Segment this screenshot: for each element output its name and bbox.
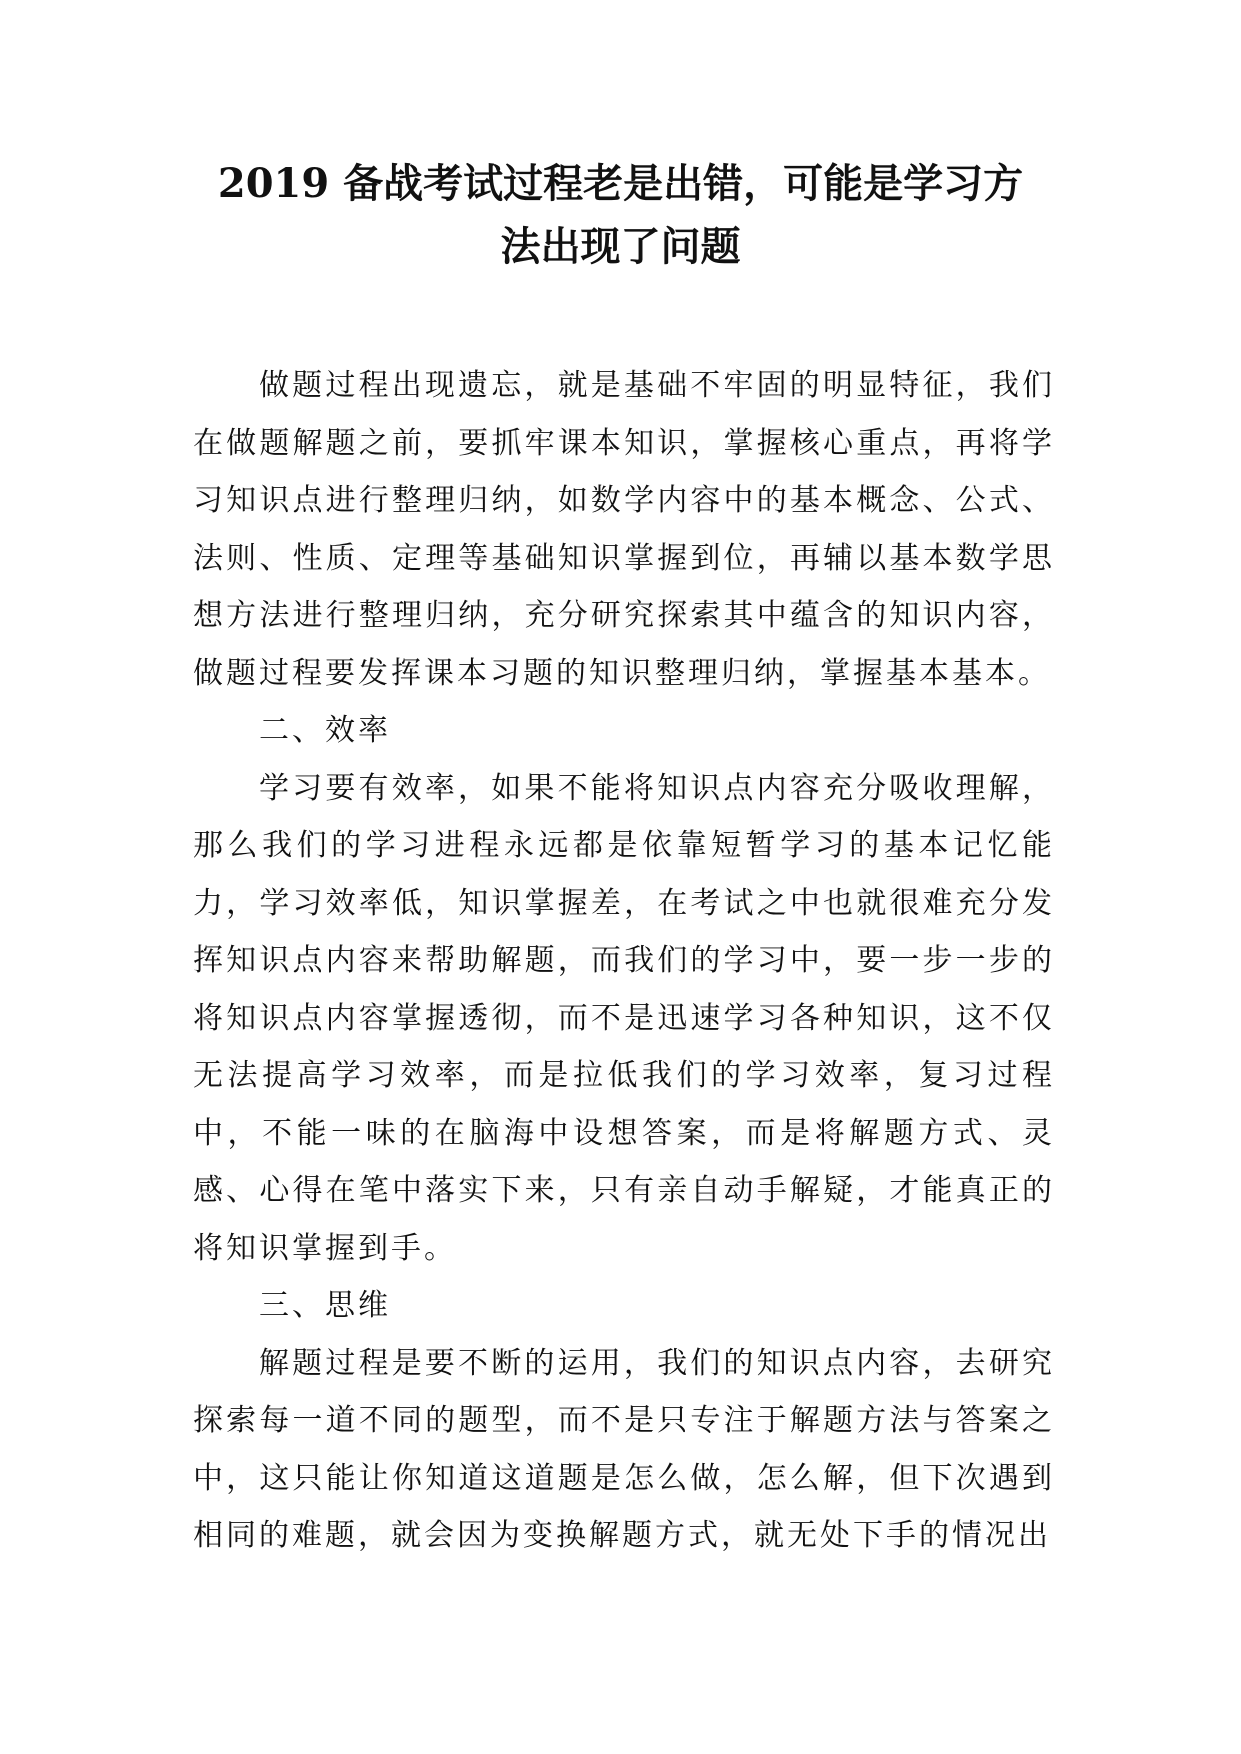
paragraph-foundation: 做题过程出现遗忘，就是基础不牢固的明显特征，我们在做题解题之前，要抓牢课本知识，掌握核心重点，再将学习知识点进行整理归纳，如数学内容中的基本概念、公式、法则、性质、定理等基础知识掌握到位，再辅以基本数学思想方法进行整理归纳，充分研究探索其中蕴含的知识内容，做题过程要发挥课本习题的知识整理归纳，掌握基本基本。 xyxy=(193,368,1055,691)
document-body xyxy=(193,357,1055,1565)
document-title xyxy=(150,152,1091,278)
paragraph-thinking: 解题过程是要不断的运用，我们的知识点内容，去研究探索每一道不同的题型，而不是只专注于解题方法与答案之中，这只能让你知道这道题是怎么做，怎么解，但下次遇到相同的难题，就会因为变换解题方式，就无处下手的情况出 xyxy=(193,1345,1055,1553)
title-line-2: 法出现了问题 xyxy=(500,223,741,270)
section-heading-efficiency: 二、效率 xyxy=(259,713,391,748)
title-line-1: 2019 备战考试过程老是出错，可能是学习方 xyxy=(217,160,1024,207)
paragraph-efficiency: 学习要有效率，如果不能将知识点内容充分吸收理解，那么我们的学习进程永远都是依靠短暂学习的基本记忆能力，学习效率低，知识掌握差，在考试之中也就很难充分发挥知识点内容来帮助解题，而我们的学习中，要一步一步的将知识点内容掌握透彻，而不是迅速学习各种知识，这不仅无法提高学习效率，而是拉低我们的学习效率，复习过程中，不能一味的在脑海中设想答案，而是将解题方式、灵感、心得在笔中落实下来，只有亲自动手解疑，才能真正的将知识掌握到手。 xyxy=(193,770,1055,1266)
section-heading-thinking: 三、思维 xyxy=(259,1288,391,1323)
